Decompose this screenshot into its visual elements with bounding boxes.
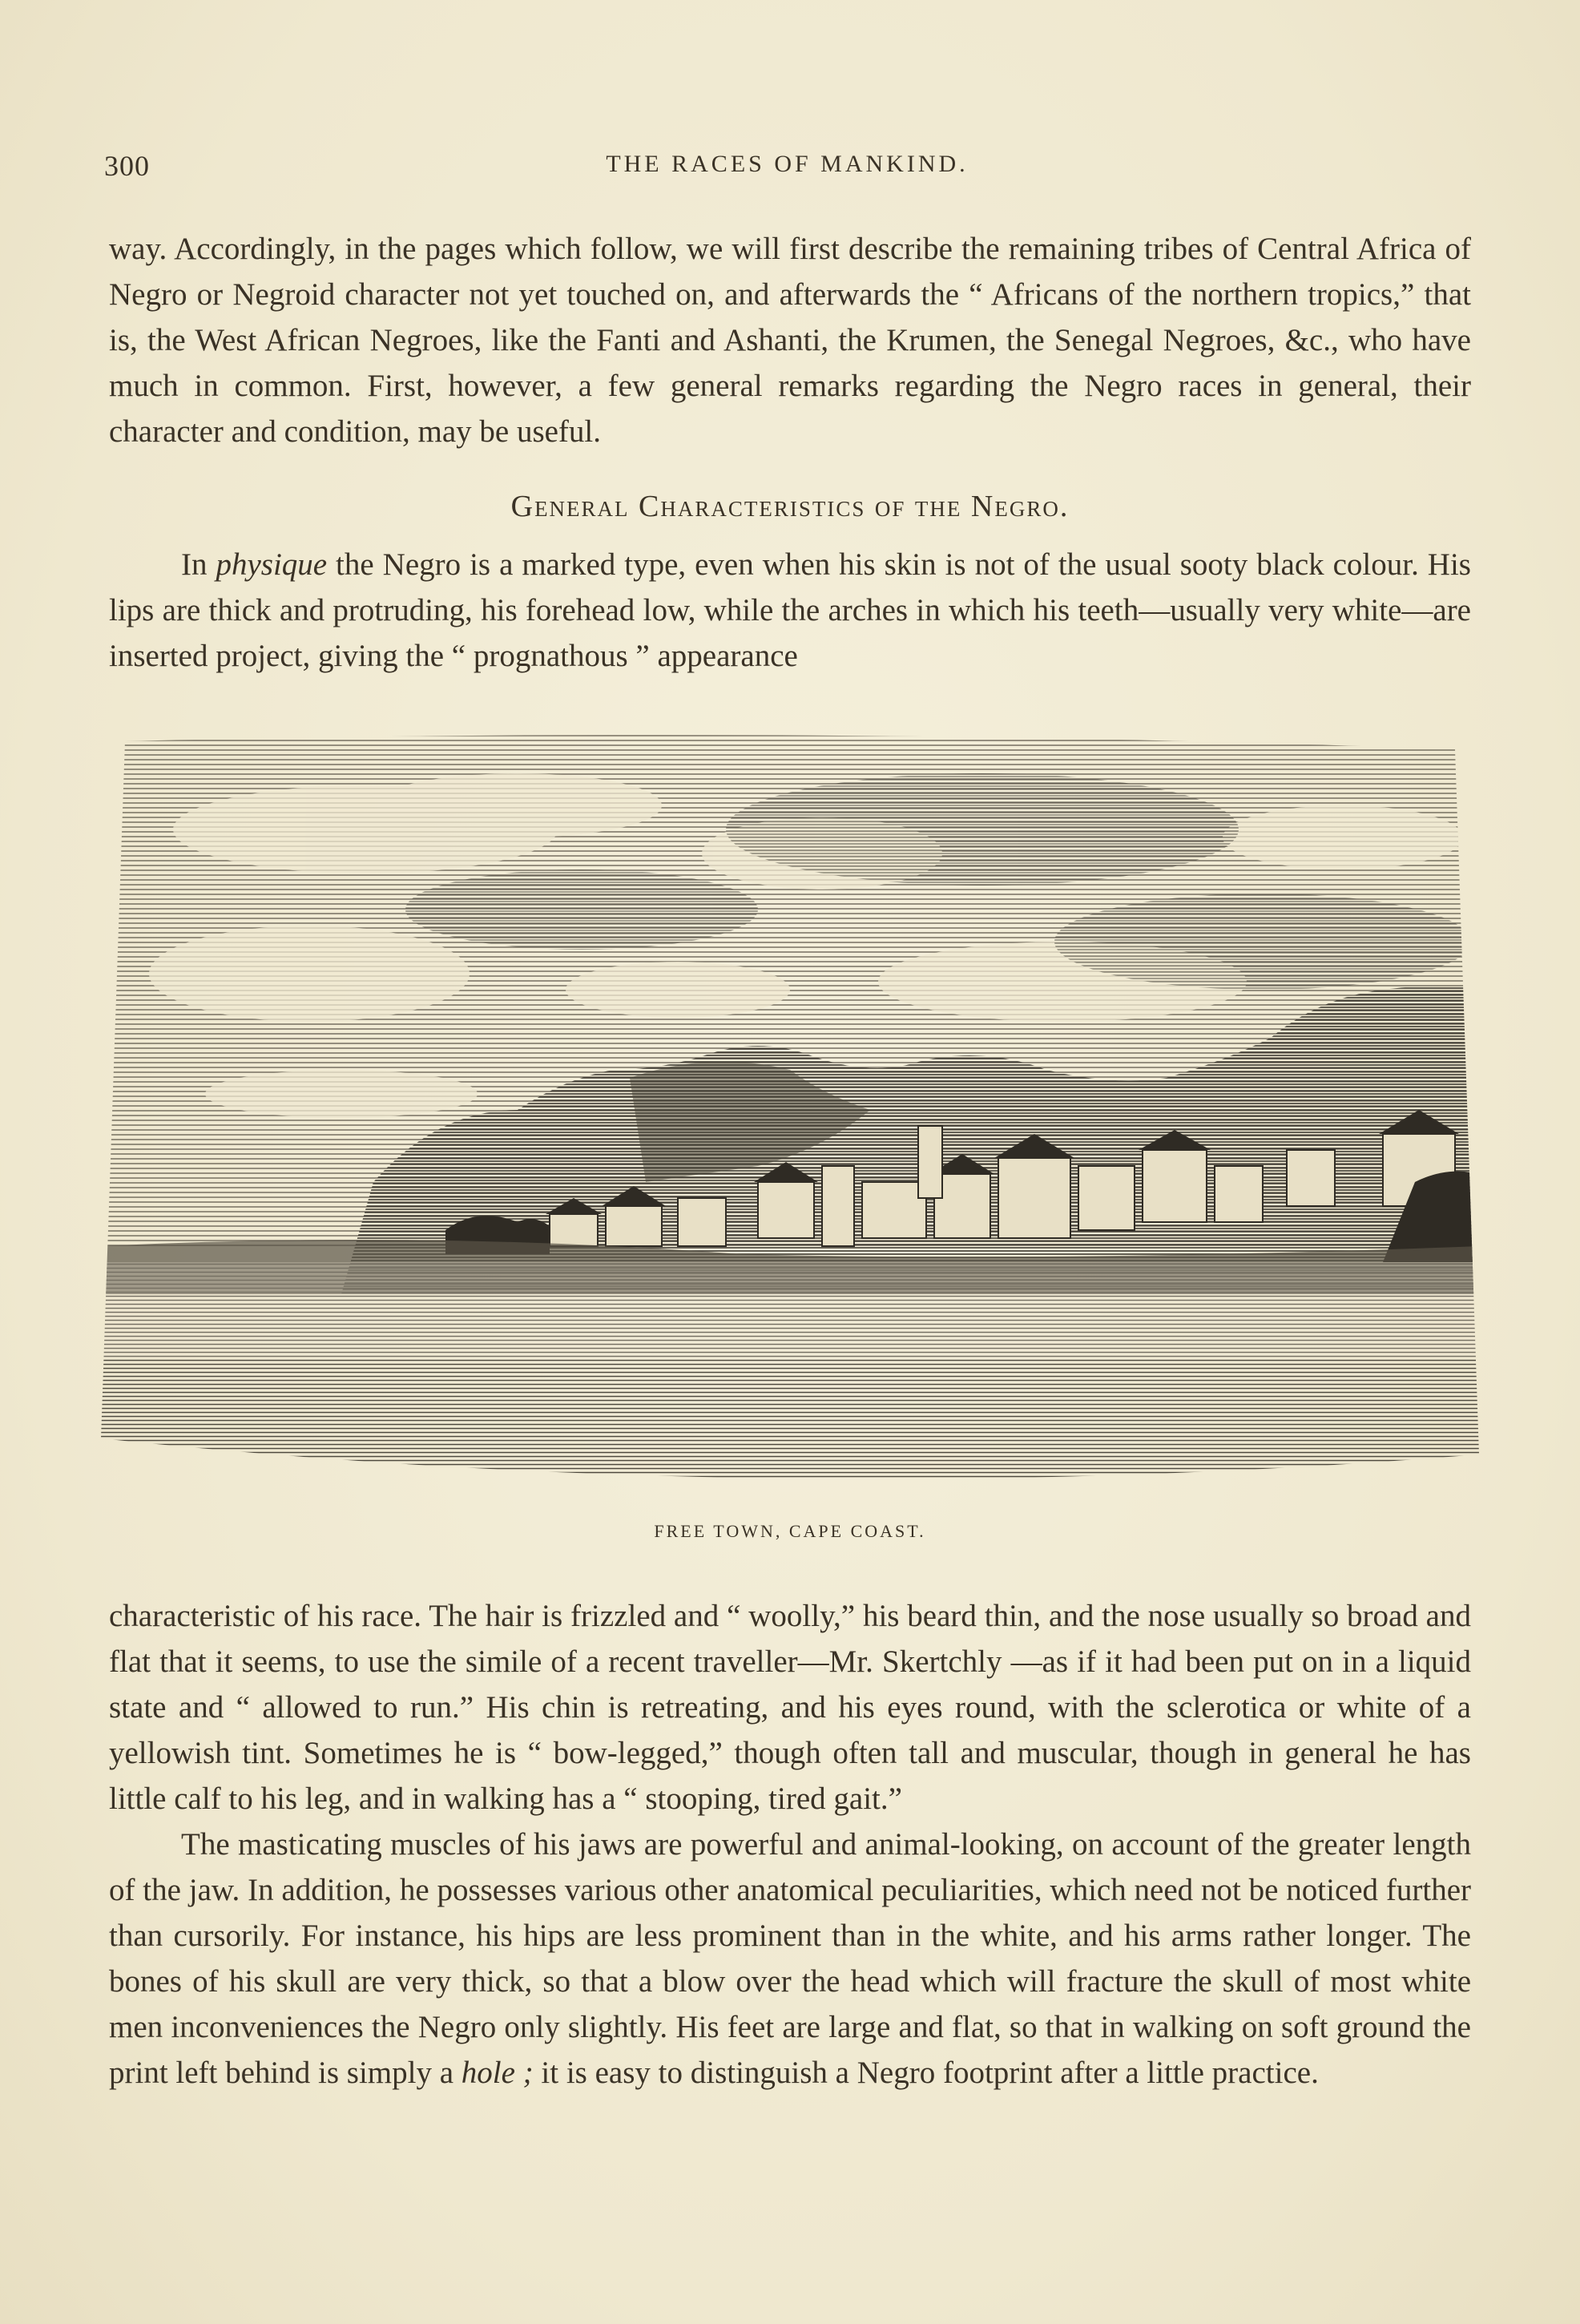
continued-paragraph: characteristic of his race. The hair is frizzled and “ woolly,” his beard thin, and the nose usually so broad and flat that it seems, to use the simile of a recent traveller—Mr. Skertchly —as if it had been put on in a liquid state and “ allowed to run.” His chin is retreating, and his eyes round, with the sclerotica or white of a yellowish tint. Sometimes he is “ bow-legged,” though often tall and muscular, though in general he has little calf to his leg, and in walking has a “ stooping, tired gait.”: [109, 1599, 1471, 1816]
running-head: THE RACES OF MANKIND.: [606, 151, 969, 177]
intro-paragraph-block: [109, 226, 1471, 454]
physique-lead: In: [181, 547, 216, 582]
physique-rest: the Negro is a marked type, even when his skin is not of the usual sooty black colour. His lips are thick and protruding, his forehead low, while the arches in which his teeth—usually very white—are inserted project, giving the “ prognathous ” appearance: [109, 547, 1471, 673]
section-heading: General Characteristics of the Negro.: [510, 490, 1070, 523]
jaws-italic: hole ;: [461, 2056, 534, 2090]
free-town-engraving: [101, 733, 1479, 1495]
continued-paragraph-block: [109, 1593, 1471, 2096]
illustration-caption: FREE TOWN, CAPE COAST.: [654, 1521, 926, 1541]
physique-paragraph-block: [109, 542, 1471, 679]
jaws-lead: The masticating muscles of his jaws are powerful and animal-looking, on account of the greater length of the jaw. In addition, he possesses various other anatomical peculiarities, which need not be noticed further than cursorily. For instance, his hips are less prominent than in the white, and his arms rather longer. The bones of his skull are very thick, so that a blow over the head which will fracture the skull of most white men inconveniences the Negro only slightly. His feet are large and flat, so that in walking on soft ground the print left behind is simply a: [109, 1827, 1471, 2090]
jaws-rest: it is easy to distinguish a Negro footprint after a little practice.: [533, 2056, 1319, 2090]
physique-italic: physique: [216, 547, 328, 582]
page-header: [104, 149, 1470, 189]
physique-paragraph: [109, 542, 1471, 679]
intro-paragraph: way. Accordingly, in the pages which follow, we will first describe the remaining tribes of Central Africa of Negro or Negroid character not yet touched on, and afterwards the “ Africans of the northern tropics,” that is, the West African Negroes, like the Fanti and Ashanti, the Krumen, the Senegal Negroes, &c., who have much in common. First, however, a few general remarks regarding the Negro races in general, their character and condition, may be useful.: [109, 232, 1471, 449]
church-tower: [918, 1126, 942, 1198]
water-reflection: [101, 1262, 1479, 1358]
page-number: 300: [104, 150, 150, 182]
jaws-paragraph: [109, 1822, 1471, 2096]
